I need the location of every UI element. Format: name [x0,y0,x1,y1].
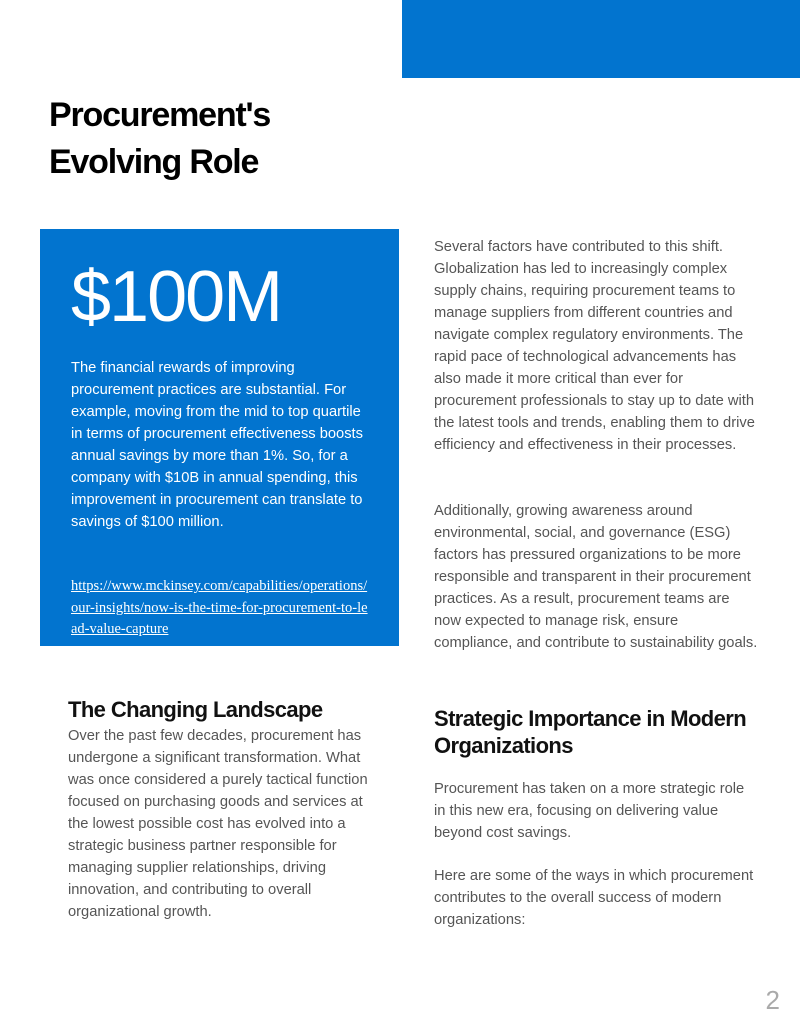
strategic-importance-heading: Strategic Importance in Modern Organizations [434,706,747,758]
stat-callout-box [40,229,399,646]
changing-landscape-heading: The Changing Landscape [68,697,323,722]
contributions-intro-paragraph: Here are some of the ways in which procurement contributes to the overall success of modern organizations: [434,868,754,928]
changing-landscape-body: Over the past few decades, procurement has undergone a significant transformation. What was once considered a purely tactical function focused on purchasing goods and services at the lowest possible cost has evolved into a strategic business partner responsible for managing supplier relationships, driving innovation, and contributing to overall organizational growth. [68,728,368,920]
page-number: 2 [765,985,780,1015]
shift-factors-paragraph: Several factors have contributed to this shift. Globalization has led to increasingly complex supply chains, requiring procurement teams to manage suppliers from different countries and navigate complex regulatory environments. The rapid pace of technological advancements has also made it more critical than ever for procurement professionals to stay up to date with the latest tools and trends, enabling them to drive efficiency and effectiveness in their processes. [434,239,755,453]
stat-description: The financial rewards of improving procurement practices are substantial. For example, moving from the mid to top quartile in terms of procurement effectiveness boosts annual savings by more than 1%. So, for a company with $10B in annual spending, this improvement in procurement can translate to savings of $100 million. [71,360,363,530]
top-accent-bar [402,0,800,78]
strategic-role-paragraph: Procurement has taken on a more strategic role in this new era, focusing on delivering value beyond cost savings. [434,781,745,841]
stat-value: $100M [71,257,282,337]
source-link[interactable]: https://www.mckinsey.com/capabilities/operations/our-insights/now-is-the-time-for-procurement-to-lead-value-capture [71,578,368,637]
page-title: Procurement's Evolving Role [49,96,271,181]
esg-paragraph: Additionally, growing awareness around environmental, social, and governance (ESG) factors has pressured organizations to be more responsible and transparent in their procurement practices. As a result, procurement teams are now expected to manage risk, ensure compliance, and contribute to sustainability goals. [434,503,758,651]
